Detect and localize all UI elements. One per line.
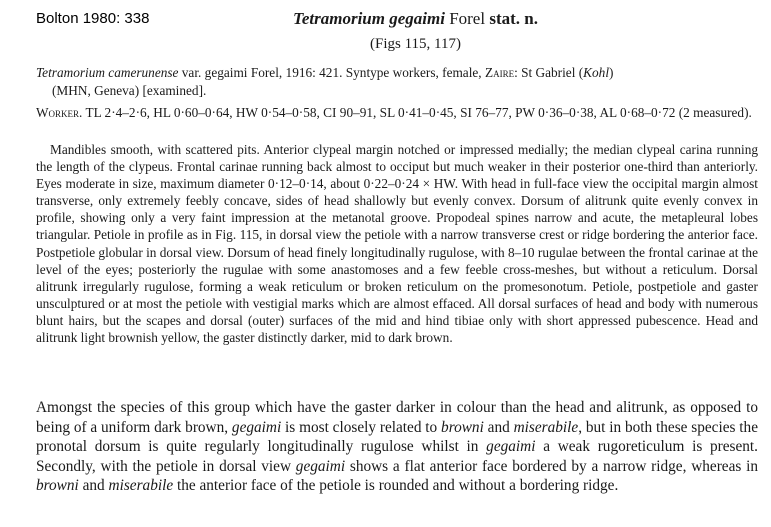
species-mention: gegaimi [486,438,536,456]
worker-description: Mandibles smooth, with scattered pits. Anterior clypeal margin notched or impressed medially; the median clypeal carina running the length of the clypeus. Frontal carinae running back almost to occiput but much weaker in their posterior one-third than anteriorly. Eyes moderate in size, maximum diameter 0·12–0·14, about 0·22–0·24 × HW. With head in full-face view the occipital margin almost transverse, only extremely feebly concave, sides of head shallowly but evenly convex. Dorsum of alitrunk quite evenly convex in profile, showing only a very faint impression at the metanotal groove. Propodeal spines narrow and acute, the metapleural lobes triangular. Petiole in profile as in Fig. 115, in dorsal view the petiole with a narrow transverse crest or ridge bordering the anterior face. Postpetiole globular in dorsal view. Dorsum of head finely longitudinally rugulose, with 8–10 rugulae between the frontal carinae at the level of the eyes; posteriorly the rugulae with some anastomoses and a few feeble cross-meshes, but without a reticulum. Dorsal alitrunk irregularly rugulose, forming a weak reticulum or broken reticulum on the promesonotum. Petiole, postpetiole and gaster unsculptured or at most the petiole with vestigial marks which are almost effaced. All dorsal surfaces of head and body with numerous blunt hairs, but the scapes and dorsal (outer) surfaces of the mid and hind tibiae only with short appressed pubescence. Head and alitrunk light brownish yellow, the gaster distinctly darker, mid to dark brown. [36,142,758,346]
species-mention: miserabile [513,418,579,436]
species-author: Forel [444,9,490,28]
discussion-text: and [78,477,109,495]
discussion-text: the anterior face of the petiole is rounded and without a bordering ridge. [173,477,619,495]
taxonomic-status: stat. n. [489,9,538,28]
worker-label: Worker. [36,105,83,120]
source-label: Bolton 1980: 338 [36,10,150,27]
country: Zaire [484,65,515,80]
discussion-text: , but in both these species the pronotal dorsum is quite regularly longitudinally rugulose whilst in [36,418,758,456]
collector: Kohl [583,65,610,80]
species-mention: browni [36,477,79,495]
species-mention: gegaimi [231,418,282,436]
discussion-text: is most closely related to [281,418,442,436]
citation-line-2: (MHN, Geneva) [examined]. [52,83,207,98]
species-heading [0,9,771,29]
measurements-text: TL 2·4–2·6, HL 0·60–0·64, HW 0·54–0·58, CI 90–91, SL 0·41–0·45, SI 76–77, PW 0·36–0·38, AL 0·68–0·72 (2 measured). [82,105,752,120]
worker-measurements [36,104,758,122]
discussion-text: and [483,418,514,436]
species-mention: miserabile [108,477,174,495]
discussion-text: shows a flat anterior face bordered by a narrow ridge, whereas in [345,457,759,475]
species-mention: browni [441,418,484,436]
species-name: Tetramorium gegaimi [293,9,445,28]
synonymy-citation [36,64,756,100]
discussion-text: a weak rugoreticulum is present. Secondly, with the petiole in dorsal view [36,438,758,475]
species-mention: gegaimi [295,457,346,475]
figure-reference: (Figs 115, 117) [370,36,461,52]
citation-line-1 [36,64,756,82]
discussion-text: Amongst the species of this group which have the gaster darker in colour than the head and alitrunk, as opposed to being of a uniform dark brown, [36,399,758,436]
discussion-paragraph [36,398,758,496]
citation-close: ) [609,65,614,80]
synonym-name: Tetramorium camerunense [36,65,179,80]
citation-text: var. gegaimi Forel, 1916: 421. Syntype workers, female, [178,65,485,80]
locality: : St Gabriel ( [514,65,584,80]
